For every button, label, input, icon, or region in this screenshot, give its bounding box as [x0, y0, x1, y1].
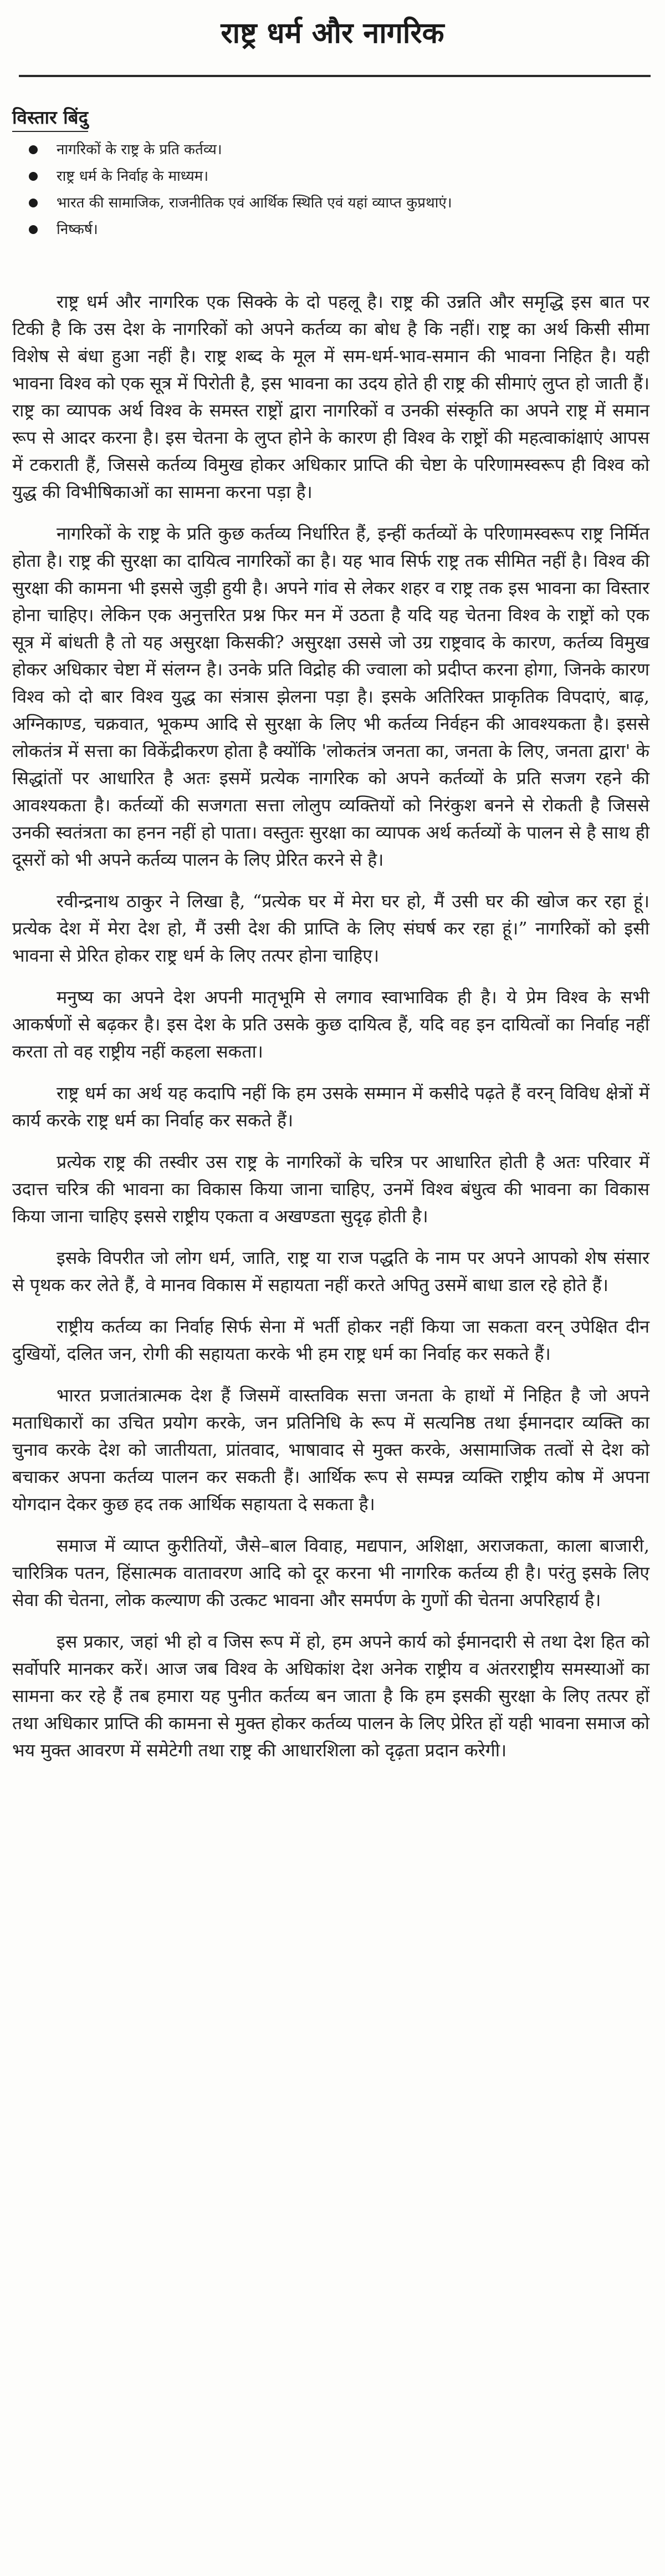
paragraph-11: इस प्रकार, जहां भी हो व जिस रूप में हो, हम अपने कार्य को ईमानदारी से तथा देश हित को सर्वोपरि मानकर करें। आज जब विश्व के अधिकांश देश अनेक राष्ट्रीय व अंतरराष्ट्रीय समस्याओं का सामना कर रहे हैं तब हमारा यह पुनीत कर्तव्य बन जाता है कि हम इसकी सुरक्षा के लिए तत्पर हों तथा अधिकार प्राप्ति की कामना से मुक्त होकर कर्तव्य पालन के लिए प्रेरित हों यही भावना समाज को भय मुक्त आवरण में समेटेगी तथा राष्ट्र की आधारशिला को दृढ़ता प्रदान करेगी।: [12, 1631, 649, 1761]
outline-list: [12, 138, 649, 242]
paragraph-9: भारत प्रजातंत्रात्मक देश हैं जिसमें वास्तविक सत्ता जनता के हाथों में निहित है जो अपने मताधिकारों का उचित प्रयोग करके, जन प्रतिनिधि के रूप में सत्यनिष्ठ तथा ईमानदार व्यक्ति का चुनाव करके देश को जातीयता, प्रांतवाद, भाषावाद से मुक्त करके, असामाजिक तत्वों से देश को बचाकर अपना कर्तव्य पालन कर सकती हैं। आर्थिक रूप से सम्पन्न व्यक्ति राष्ट्रीय कोष में अपना योगदान देकर कुछ हद तक आर्थिक सहायता दे सकता है।: [12, 1385, 649, 1515]
outline-item: निष्कर्ष।: [57, 217, 649, 242]
paragraph-2: नागरिकों के राष्ट्र के प्रति कुछ कर्तव्य निर्धारित हैं, इन्हीं कर्तव्यों के परिणामस्वरूप राष्ट्र निर्मित होता है। राष्ट्र की सुरक्षा का दायित्व नागरिकों का है। यह भाव सिर्फ राष्ट्र तक सीमित नहीं है। विश्व की सुरक्षा की कामना भी इससे जुड़ी हुयी है। अपने गांव से लेकर शहर व राष्ट्र तक इस भावना का विस्तार होना चाहिए। लेकिन एक अनुत्तरित प्रश्न फिर मन में उठता है यदि यह चेतना विश्व के राष्ट्रों को एक सूत्र में बांधती है तो यह असुरक्षा किसकी? असुरक्षा उससे जो उग्र राष्ट्रवाद के कारण, कर्तव्य विमुख होकर अधिकार चेष्टा में संलग्न है। उनके प्रति विद्रोह की ज्वाला को प्रदीप्त करना होगा, जिनके कारण विश्व को दो बार विश्व युद्ध का संत्रास झेलना पड़ा है। इसके अतिरिक्त प्राकृतिक विपदाएं, बाढ़, अग्निकाण्ड, चक्रवात, भूकम्प आदि से सुरक्षा के लिए भी कर्तव्य निर्वहन की आवश्यकता है। इससे लोकतंत्र में सत्ता का विकेंद्रीकरण होता है क्योंकि 'लोकतंत्र जनता का, जनता के लिए, जनता द्वारा' के सिद्धांतों पर आधारित है अतः इसमें प्रत्येक नागरिक को अपने कर्तव्यों के प्रति सजग रहने की आवश्यकता है। कर्तव्यों की सजगता सत्ता लोलुप व्यक्तियों को निरंकुश बनने से रोकती है जिससे उनकी स्वतंत्रता का हनन नहीं हो पाता। वस्तुतः सुरक्षा का व्यापक अर्थ कर्तव्यों के पालन से है साथ ही दूसरों को भी अपने कर्तव्य पालन के लिए प्रेरित करने से है।: [12, 523, 649, 870]
paragraph-3: रवीन्द्रनाथ ठाकुर ने लिखा है, “प्रत्येक घर में मेरा घर हो, मैं उसी घर की खोज कर रहा हूं। प्रत्येक देश में मेरा देश हो, मैं उसी देश की प्राप्ति के लिए संघर्ष कर रहा हूं।” नागरिकों को इसी भावना से प्रेरित होकर राष्ट्र धर्म के लिए तत्पर होना चाहिए।: [12, 891, 649, 966]
essay-body: [12, 288, 649, 1779]
outline-item: भारत की सामाजिक, राजनीतिक एवं आर्थिक स्थिति एवं यहां व्याप्त कुप्रथाएं।: [57, 191, 649, 215]
paragraph-1: राष्ट्र धर्म और नागरिक एक सिक्के के दो पहलू है। राष्ट्र की उन्नति और समृद्धि इस बात पर टिकी है कि उस देश के नागरिकों को अपने कर्तव्य का बोध है कि नहीं। राष्ट्र का अर्थ किसी सीमा विशेष से बंधा हुआ नहीं है। राष्ट्र शब्द के मूल में सम-धर्म-भाव-समान की भावना निहित है। यही भावना विश्व को एक सूत्र में पिरोती है, इस भावना का उदय होते ही राष्ट्र की सीमाएं लुप्त हो जाती हैं। राष्ट्र का व्यापक अर्थ विश्व के समस्त राष्ट्रों द्वारा नागरिकों व उनकी संस्कृति का अपने राष्ट्र में समान रूप से आदर करना है। इस चेतना के लुप्त होने के कारण ही विश्व के राष्ट्रों की महत्वाकांक्षाएं आपस में टकराती हैं, जिससे कर्तव्य विमुख होकर अधिकार प्राप्ति की चेष्टा के परिणामस्वरूप ही विश्व को युद्ध की विभीषिकाओं का सामना करना पड़ा है।: [12, 291, 649, 502]
outline-item: राष्ट्र धर्म के निर्वाह के माध्यम।: [57, 164, 649, 189]
paragraph-10: समाज में व्याप्त कुरीतियों, जैसे–बाल विवाह, मद्यपान, अशिक्षा, अराजकता, काला बाजारी, चारित्रिक पतन, हिंसात्मक वातावरण आदि को दूर करना भी नागरिक कर्तव्य ही है। परंतु इसके लिए सेवा की चेतना, लोक कल्याण की उत्कट भावना और समर्पण के गुणों की चेतना अपरिहार्य है।: [12, 1535, 649, 1610]
paragraph-4: मनुष्य का अपने देश अपनी मातृभूमि से लगाव स्वाभाविक ही है। ये प्रेम विश्व के सभी आकर्षणों से बढ़कर है। इस देश के प्रति उसके कुछ दायित्व हैं, यदि वह इन दायित्वों का निर्वाह नहीं करता तो वह राष्ट्रीय नहीं कहला सकता।: [12, 987, 649, 1062]
paragraph-8: राष्ट्रीय कर्तव्य का निर्वाह सिर्फ सेना में भर्ती होकर नहीं किया जा सकता वरन् उपेक्षित दीन दुखियों, दलित जन, रोगी की सहायता करके भी हम राष्ट्र धर्म का निर्वाह कर सकते हैं।: [12, 1316, 649, 1364]
paragraph-6: प्रत्येक राष्ट्र की तस्वीर उस राष्ट्र के नागरिकों के चरित्र पर आधारित होती है अतः परिवार में उदात्त चरित्र की भावना का विकास किया जाना चाहिए, उनमें विश्व बंधुत्व की भावना का विकास किया जाना चाहिए इससे राष्ट्रीय एकता व अखण्डता सुदृढ़ होती है।: [12, 1151, 649, 1227]
outline-item: नागरिकों के राष्ट्र के प्रति कर्तव्य।: [57, 138, 649, 162]
outline-section: [12, 105, 649, 244]
paragraph-7: इसके विपरीत जो लोग धर्म, जाति, राष्ट्र या राज पद्धति के नाम पर अपने आपको शेष संसार से पृथक कर लेते हैं, वे मानव विकास में सहायता नहीं करते अपितु उसमें बाधा डाल रहे होते हैं।: [12, 1247, 649, 1295]
outline-heading: विस्तार बिंदु: [12, 105, 88, 132]
title-underline: [19, 75, 651, 77]
page-title: राष्ट्र धर्म और नागरिक: [221, 16, 444, 50]
paragraph-5: राष्ट्र धर्म का अर्थ यह कदापि नहीं कि हम उसके सम्मान में कसीदे पढ़ते हैं वरन् विविध क्षेत्रों में कार्य करके राष्ट्र धर्म का निर्वाह कर सकते हैं।: [12, 1083, 649, 1131]
